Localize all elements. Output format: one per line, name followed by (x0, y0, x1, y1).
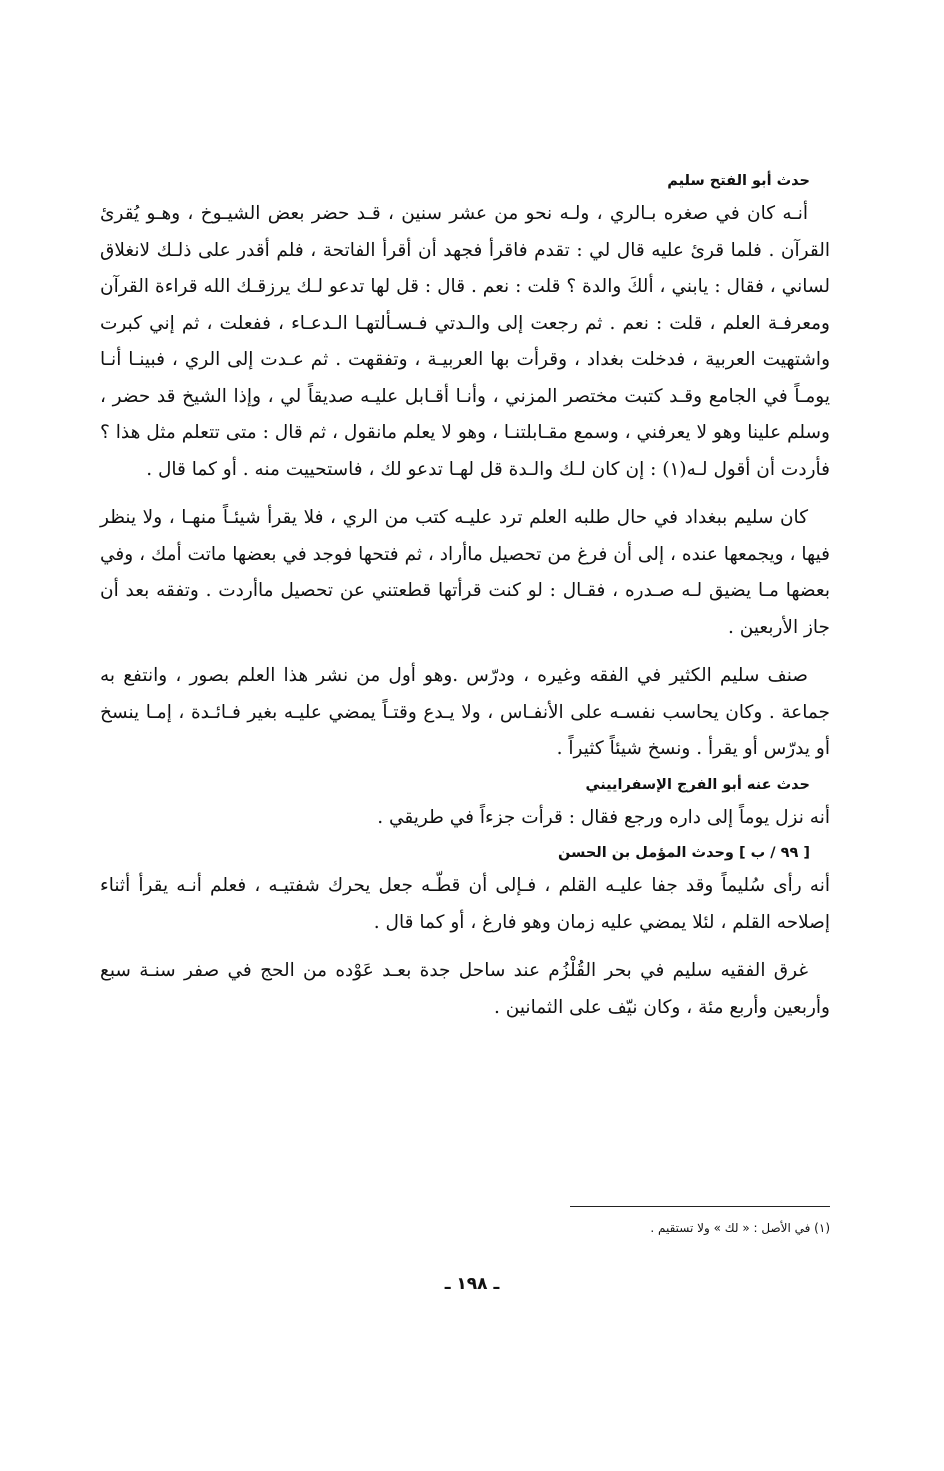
paragraph: أنـه كان في صغره بـالري ، ولـه نحو من عشر سنين ، قـد حضر بعض الشيـوخ ، وهـو يُقرئ القرآن . فلما قرئ عليه قال لي : تقدم فاقرأ فجهد أن أقرأ الفاتحة ، فلم أقدر على ذلـك لانغلاق لساني ، فقال : يابني ، ألكَ والدة ؟ قلت : نعم . قال : قل لها تدعو لـك يرزقـك الله قراءة القرآن ومعرفـة العلم ، قلت : نعم . ثم رجعت إلى والـدتي فـسـألتهـا الـدعـاء ، ففعلت ، ثم إني كبرت واشتهيت العربية ، فدخلت بغداد ، وقرأت بها العربيـة ، وتفقهت . ثم عـدت إلى الري ، فبينـا أنـا يومـاً في الجامع وقـد كتبت مختصر المزني ، وأنـا أقـابل عليـه صديقاً لي ، وإذا الشيخ قد حضر ، وسلم علينا وهو لا يعرفني ، وسمع مقـابلتنـا ، وهو لا يعلم مانقول ، ثم قال : متى تتعلم مثل هذا ؟ فأردت أن أقول لـه(١) : إن كان لـك والـدة قل لهـا تدعو لك ، فاستحييت منه . أو كما قال . (100, 203, 830, 480)
paragraph: صنف سليم الكثير في الفقه وغيره ، ودرّس .وهو أول من نشر هذا العلم بصور ، وانتفع به جماعة . وكان يحاسب نفسـه على الأنفـاس ، ولا يـدع وقتـاً يمضي عليـه بغير فـائـدة ، إمـا ينسخ أو يدرّس أو يقرأ . ونسخ شيئاً كثيراً . (100, 665, 830, 759)
paragraph: غرق الفقيه سليم في بحر القُلْزُم عند ساحل جدة بعـد عَوْده من الحج في صفر سنـة سبع وأربعين وأربع مئة ، وكان نيّف على الثمانين . (100, 960, 830, 1018)
section-heading: [ ٩٩ / ب ] وحدث المؤمل بن الحسن (558, 845, 810, 861)
section-heading: حدث عنه أبو الفرج الإسفراييني (585, 776, 810, 793)
paragraph: أنه نزل يوماً إلى داره ورجع فقال : قرأت جزءاً في طريقي . (377, 806, 830, 828)
page-number: ـ ١٩٨ ـ (444, 1274, 500, 1294)
footnote-divider (570, 1206, 830, 1207)
paragraph: كان سليم ببغداد في حال طلبه العلم ترد عليـه كتب من الري ، فلا يقرأ شيئـاً منهـا ، ولا ينظر فيها ، ويجمعها عنده ، إلى أن فرغ من تحصيل ماأراد ، ثم فتحها فوجد في بعضها ماتت أمك ، وفي بعضها مـا يضيق لـه صـدره ، فقـال : لو كنت قرأتها قطعتني عن تحصيل ماأردت . وتفقه بعد أن جاز الأربعين . (100, 507, 830, 638)
section-heading: حدث أبو الفتح سليم (667, 173, 810, 189)
paragraph: أنه رأى سُليماً وقد جفا عليـه القلم ، فـإلى أن قطّـه جعل يحرك شفتيـه ، فعلم أنـه يقرأ أثناء إصلاحه القلم ، لئلا يمضي عليه زمان وهو فارغ ، أو كما قال . (100, 875, 830, 933)
page-body (100, 170, 830, 1026)
footnote: (١) في الأصل : « لك » ولا تستقيم . (650, 1221, 830, 1235)
